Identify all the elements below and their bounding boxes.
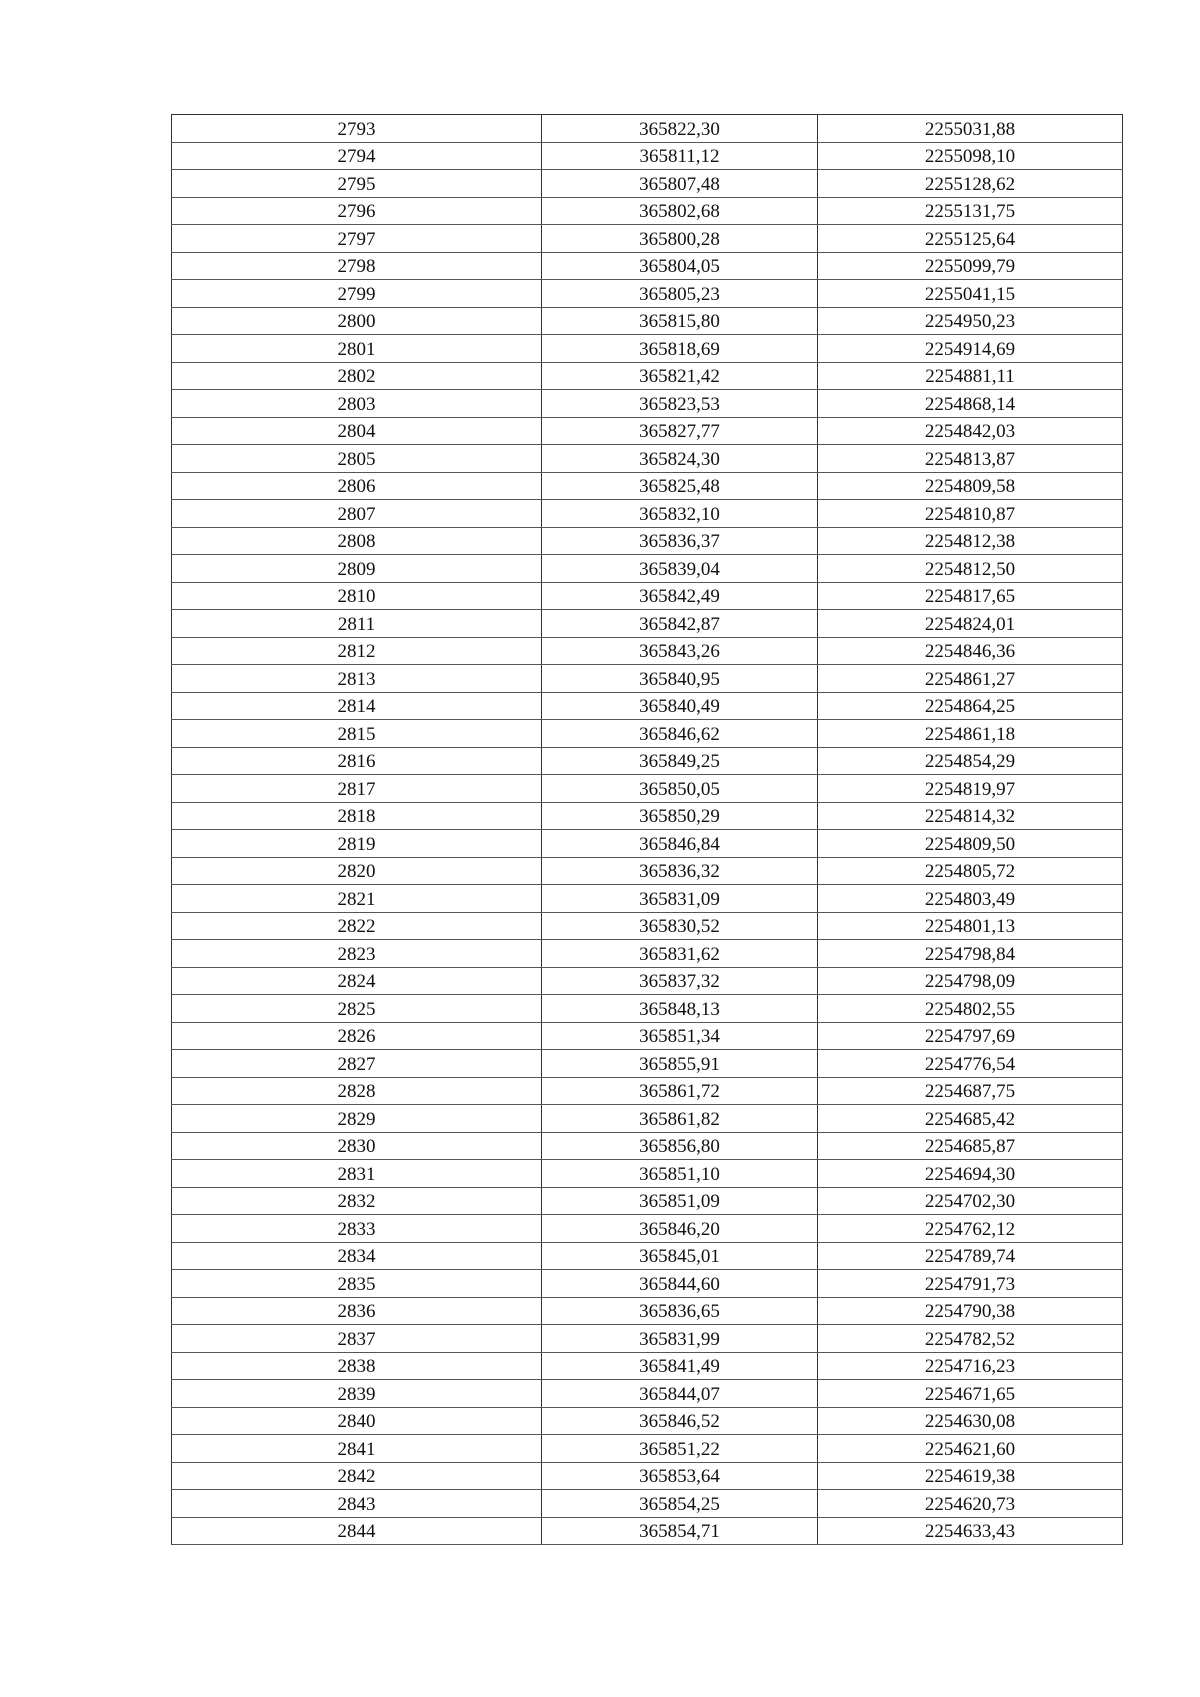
table-row <box>172 527 1123 555</box>
y-coordinate-cell: 2254620,73 <box>818 1490 1123 1518</box>
point-number-cell: 2827 <box>172 1050 542 1078</box>
table-row <box>172 472 1123 500</box>
y-coordinate-cell: 2255099,79 <box>818 252 1123 280</box>
point-number-cell: 2804 <box>172 417 542 445</box>
table-row <box>172 170 1123 198</box>
point-number-cell: 2815 <box>172 720 542 748</box>
table-row <box>172 1462 1123 1490</box>
x-coordinate-cell: 365853,64 <box>542 1462 818 1490</box>
table-row <box>172 940 1123 968</box>
x-coordinate-cell: 365854,25 <box>542 1490 818 1518</box>
x-coordinate-cell: 365821,42 <box>542 362 818 390</box>
y-coordinate-cell: 2254868,14 <box>818 390 1123 418</box>
x-coordinate-cell: 365845,01 <box>542 1242 818 1270</box>
point-number-cell: 2803 <box>172 390 542 418</box>
table-row <box>172 582 1123 610</box>
table-row <box>172 1160 1123 1188</box>
table-row <box>172 775 1123 803</box>
x-coordinate-cell: 365832,10 <box>542 500 818 528</box>
y-coordinate-cell: 2254776,54 <box>818 1050 1123 1078</box>
y-coordinate-cell: 2254914,69 <box>818 335 1123 363</box>
y-coordinate-cell: 2254671,65 <box>818 1380 1123 1408</box>
table-row <box>172 307 1123 335</box>
x-coordinate-cell: 365804,05 <box>542 252 818 280</box>
table-row <box>172 857 1123 885</box>
x-coordinate-cell: 365855,91 <box>542 1050 818 1078</box>
y-coordinate-cell: 2254803,49 <box>818 885 1123 913</box>
y-coordinate-cell: 2254854,29 <box>818 747 1123 775</box>
point-number-cell: 2796 <box>172 197 542 225</box>
table-row <box>172 830 1123 858</box>
x-coordinate-cell: 365830,52 <box>542 912 818 940</box>
point-number-cell: 2843 <box>172 1490 542 1518</box>
x-coordinate-cell: 365856,80 <box>542 1132 818 1160</box>
table-row <box>172 555 1123 583</box>
point-number-cell: 2814 <box>172 692 542 720</box>
y-coordinate-cell: 2254630,08 <box>818 1407 1123 1435</box>
table-row <box>172 335 1123 363</box>
table-row <box>172 912 1123 940</box>
table-row <box>172 252 1123 280</box>
point-number-cell: 2793 <box>172 115 542 143</box>
table-row <box>172 1325 1123 1353</box>
point-number-cell: 2824 <box>172 967 542 995</box>
y-coordinate-cell: 2254694,30 <box>818 1160 1123 1188</box>
table-row <box>172 1187 1123 1215</box>
y-coordinate-cell: 2254702,30 <box>818 1187 1123 1215</box>
point-number-cell: 2797 <box>172 225 542 253</box>
y-coordinate-cell: 2254810,87 <box>818 500 1123 528</box>
table-row <box>172 692 1123 720</box>
x-coordinate-cell: 365850,05 <box>542 775 818 803</box>
y-coordinate-cell: 2254619,38 <box>818 1462 1123 1490</box>
table-row <box>172 1407 1123 1435</box>
table-row <box>172 1517 1123 1545</box>
x-coordinate-cell: 365831,62 <box>542 940 818 968</box>
x-coordinate-cell: 365851,09 <box>542 1187 818 1215</box>
point-number-cell: 2826 <box>172 1022 542 1050</box>
y-coordinate-cell: 2255131,75 <box>818 197 1123 225</box>
x-coordinate-cell: 365805,23 <box>542 280 818 308</box>
point-number-cell: 2841 <box>172 1435 542 1463</box>
table-row <box>172 142 1123 170</box>
y-coordinate-cell: 2254881,11 <box>818 362 1123 390</box>
point-number-cell: 2810 <box>172 582 542 610</box>
x-coordinate-cell: 365850,29 <box>542 802 818 830</box>
x-coordinate-cell: 365861,82 <box>542 1105 818 1133</box>
x-coordinate-cell: 365839,04 <box>542 555 818 583</box>
x-coordinate-cell: 365818,69 <box>542 335 818 363</box>
point-number-cell: 2806 <box>172 472 542 500</box>
point-number-cell: 2823 <box>172 940 542 968</box>
table-row <box>172 1352 1123 1380</box>
y-coordinate-cell: 2254685,42 <box>818 1105 1123 1133</box>
table-row <box>172 720 1123 748</box>
x-coordinate-cell: 365842,87 <box>542 610 818 638</box>
point-number-cell: 2805 <box>172 445 542 473</box>
y-coordinate-cell: 2254789,74 <box>818 1242 1123 1270</box>
x-coordinate-cell: 365846,62 <box>542 720 818 748</box>
table-row <box>172 280 1123 308</box>
y-coordinate-cell: 2254782,52 <box>818 1325 1123 1353</box>
point-number-cell: 2813 <box>172 665 542 693</box>
table-row <box>172 445 1123 473</box>
point-number-cell: 2829 <box>172 1105 542 1133</box>
y-coordinate-cell: 2254762,12 <box>818 1215 1123 1243</box>
table-row <box>172 665 1123 693</box>
y-coordinate-cell: 2254716,23 <box>818 1352 1123 1380</box>
y-coordinate-cell: 2255031,88 <box>818 115 1123 143</box>
x-coordinate-cell: 365846,20 <box>542 1215 818 1243</box>
point-number-cell: 2817 <box>172 775 542 803</box>
table-row <box>172 197 1123 225</box>
point-number-cell: 2801 <box>172 335 542 363</box>
y-coordinate-cell: 2255041,15 <box>818 280 1123 308</box>
table-row <box>172 1380 1123 1408</box>
x-coordinate-cell: 365815,80 <box>542 307 818 335</box>
table-row <box>172 802 1123 830</box>
point-number-cell: 2807 <box>172 500 542 528</box>
table-row <box>172 610 1123 638</box>
y-coordinate-cell: 2254861,27 <box>818 665 1123 693</box>
point-number-cell: 2831 <box>172 1160 542 1188</box>
table-row <box>172 225 1123 253</box>
x-coordinate-cell: 365840,49 <box>542 692 818 720</box>
point-number-cell: 2822 <box>172 912 542 940</box>
x-coordinate-cell: 365836,32 <box>542 857 818 885</box>
table-row <box>172 1490 1123 1518</box>
point-number-cell: 2832 <box>172 1187 542 1215</box>
x-coordinate-cell: 365861,72 <box>542 1077 818 1105</box>
y-coordinate-cell: 2254817,65 <box>818 582 1123 610</box>
y-coordinate-cell: 2254824,01 <box>818 610 1123 638</box>
y-coordinate-cell: 2254797,69 <box>818 1022 1123 1050</box>
point-number-cell: 2833 <box>172 1215 542 1243</box>
point-number-cell: 2818 <box>172 802 542 830</box>
point-number-cell: 2819 <box>172 830 542 858</box>
table-row <box>172 995 1123 1023</box>
table-row <box>172 967 1123 995</box>
table-row <box>172 885 1123 913</box>
y-coordinate-cell: 2254846,36 <box>818 637 1123 665</box>
x-coordinate-cell: 365825,48 <box>542 472 818 500</box>
x-coordinate-cell: 365851,34 <box>542 1022 818 1050</box>
point-number-cell: 2830 <box>172 1132 542 1160</box>
table-row <box>172 1105 1123 1133</box>
point-number-cell: 2839 <box>172 1380 542 1408</box>
x-coordinate-cell: 365836,65 <box>542 1297 818 1325</box>
table-row <box>172 417 1123 445</box>
y-coordinate-cell: 2254621,60 <box>818 1435 1123 1463</box>
table-row <box>172 390 1123 418</box>
y-coordinate-cell: 2254861,18 <box>818 720 1123 748</box>
y-coordinate-cell: 2254790,38 <box>818 1297 1123 1325</box>
y-coordinate-cell: 2254812,50 <box>818 555 1123 583</box>
x-coordinate-cell: 365841,49 <box>542 1352 818 1380</box>
y-coordinate-cell: 2254791,73 <box>818 1270 1123 1298</box>
point-number-cell: 2798 <box>172 252 542 280</box>
table-row <box>172 747 1123 775</box>
point-number-cell: 2840 <box>172 1407 542 1435</box>
point-number-cell: 2844 <box>172 1517 542 1545</box>
point-number-cell: 2837 <box>172 1325 542 1353</box>
table-row <box>172 1297 1123 1325</box>
y-coordinate-cell: 2254813,87 <box>818 445 1123 473</box>
y-coordinate-cell: 2254812,38 <box>818 527 1123 555</box>
table-row <box>172 1215 1123 1243</box>
x-coordinate-cell: 365849,25 <box>542 747 818 775</box>
x-coordinate-cell: 365836,37 <box>542 527 818 555</box>
x-coordinate-cell: 365844,07 <box>542 1380 818 1408</box>
table-row <box>172 637 1123 665</box>
x-coordinate-cell: 365811,12 <box>542 142 818 170</box>
point-number-cell: 2828 <box>172 1077 542 1105</box>
coordinates-table-body <box>172 115 1123 1545</box>
point-number-cell: 2825 <box>172 995 542 1023</box>
point-number-cell: 2811 <box>172 610 542 638</box>
y-coordinate-cell: 2254801,13 <box>818 912 1123 940</box>
y-coordinate-cell: 2254842,03 <box>818 417 1123 445</box>
y-coordinate-cell: 2254798,84 <box>818 940 1123 968</box>
x-coordinate-cell: 365837,32 <box>542 967 818 995</box>
x-coordinate-cell: 365831,99 <box>542 1325 818 1353</box>
point-number-cell: 2812 <box>172 637 542 665</box>
point-number-cell: 2820 <box>172 857 542 885</box>
y-coordinate-cell: 2255098,10 <box>818 142 1123 170</box>
y-coordinate-cell: 2254802,55 <box>818 995 1123 1023</box>
point-number-cell: 2821 <box>172 885 542 913</box>
point-number-cell: 2842 <box>172 1462 542 1490</box>
table-row <box>172 1132 1123 1160</box>
point-number-cell: 2809 <box>172 555 542 583</box>
point-number-cell: 2816 <box>172 747 542 775</box>
x-coordinate-cell: 365831,09 <box>542 885 818 913</box>
x-coordinate-cell: 365842,49 <box>542 582 818 610</box>
y-coordinate-cell: 2254819,97 <box>818 775 1123 803</box>
x-coordinate-cell: 365846,52 <box>542 1407 818 1435</box>
point-number-cell: 2808 <box>172 527 542 555</box>
coordinates-table <box>171 114 1123 1545</box>
point-number-cell: 2836 <box>172 1297 542 1325</box>
x-coordinate-cell: 365802,68 <box>542 197 818 225</box>
table-row <box>172 1022 1123 1050</box>
x-coordinate-cell: 365827,77 <box>542 417 818 445</box>
table-row <box>172 1050 1123 1078</box>
table-row <box>172 1077 1123 1105</box>
y-coordinate-cell: 2254633,43 <box>818 1517 1123 1545</box>
x-coordinate-cell: 365843,26 <box>542 637 818 665</box>
y-coordinate-cell: 2254805,72 <box>818 857 1123 885</box>
x-coordinate-cell: 365840,95 <box>542 665 818 693</box>
table-row <box>172 1435 1123 1463</box>
y-coordinate-cell: 2254809,58 <box>818 472 1123 500</box>
table-row <box>172 1242 1123 1270</box>
x-coordinate-cell: 365851,22 <box>542 1435 818 1463</box>
x-coordinate-cell: 365848,13 <box>542 995 818 1023</box>
x-coordinate-cell: 365807,48 <box>542 170 818 198</box>
point-number-cell: 2838 <box>172 1352 542 1380</box>
point-number-cell: 2799 <box>172 280 542 308</box>
point-number-cell: 2835 <box>172 1270 542 1298</box>
x-coordinate-cell: 365844,60 <box>542 1270 818 1298</box>
y-coordinate-cell: 2254687,75 <box>818 1077 1123 1105</box>
y-coordinate-cell: 2254809,50 <box>818 830 1123 858</box>
table-row <box>172 115 1123 143</box>
table-row <box>172 362 1123 390</box>
point-number-cell: 2794 <box>172 142 542 170</box>
table-row <box>172 1270 1123 1298</box>
point-number-cell: 2802 <box>172 362 542 390</box>
x-coordinate-cell: 365854,71 <box>542 1517 818 1545</box>
point-number-cell: 2795 <box>172 170 542 198</box>
x-coordinate-cell: 365823,53 <box>542 390 818 418</box>
y-coordinate-cell: 2254798,09 <box>818 967 1123 995</box>
x-coordinate-cell: 365822,30 <box>542 115 818 143</box>
point-number-cell: 2800 <box>172 307 542 335</box>
x-coordinate-cell: 365824,30 <box>542 445 818 473</box>
y-coordinate-cell: 2254950,23 <box>818 307 1123 335</box>
x-coordinate-cell: 365800,28 <box>542 225 818 253</box>
y-coordinate-cell: 2255128,62 <box>818 170 1123 198</box>
y-coordinate-cell: 2255125,64 <box>818 225 1123 253</box>
table-row <box>172 500 1123 528</box>
y-coordinate-cell: 2254685,87 <box>818 1132 1123 1160</box>
y-coordinate-cell: 2254864,25 <box>818 692 1123 720</box>
x-coordinate-cell: 365846,84 <box>542 830 818 858</box>
y-coordinate-cell: 2254814,32 <box>818 802 1123 830</box>
x-coordinate-cell: 365851,10 <box>542 1160 818 1188</box>
point-number-cell: 2834 <box>172 1242 542 1270</box>
